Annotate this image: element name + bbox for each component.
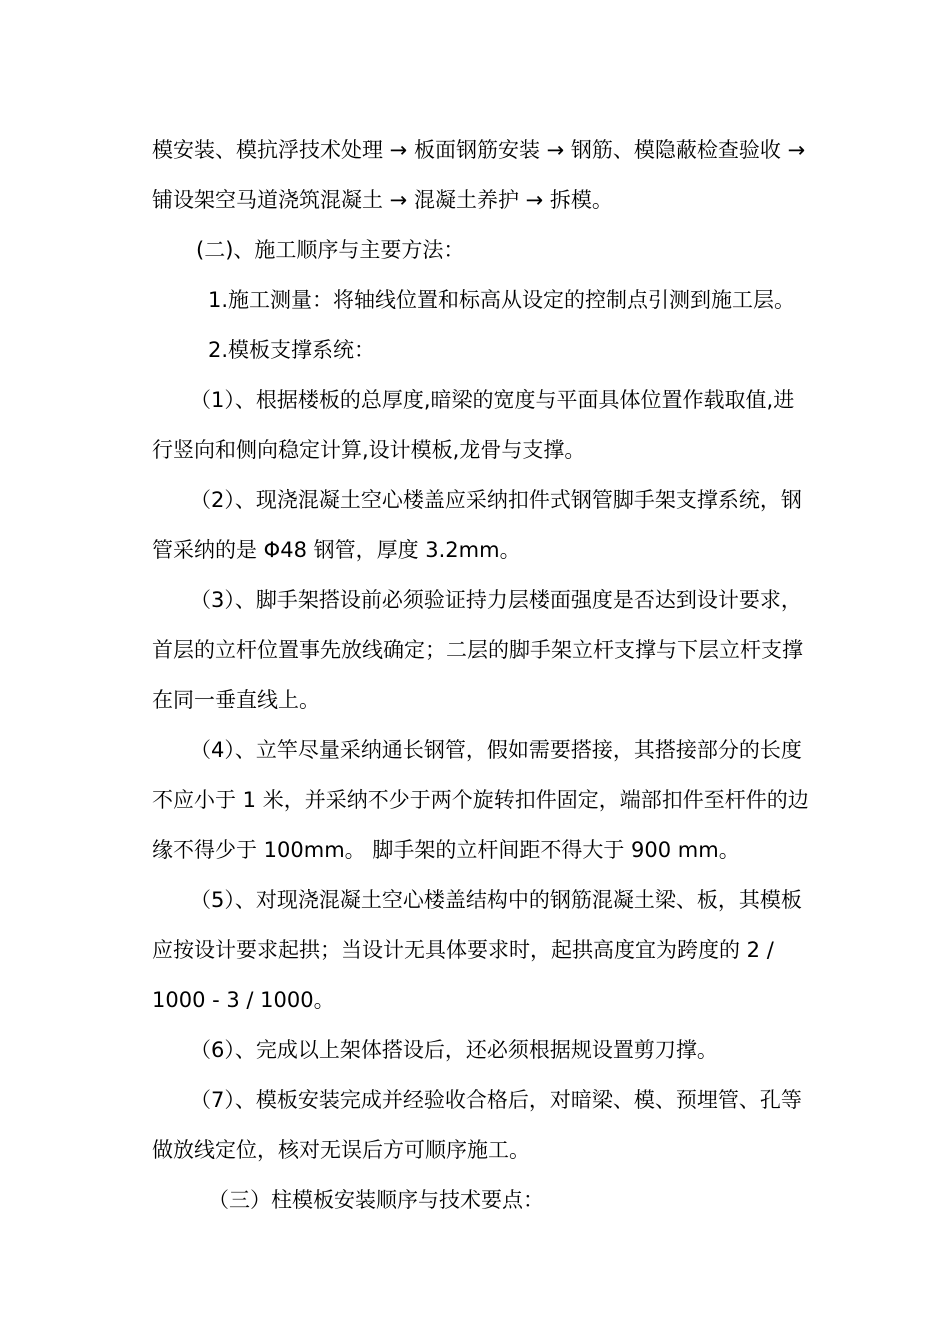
text-line-14: 不应小于 1 米，并采纳不少于两个旋转扣件固定，端部扣件至杆件的边 xyxy=(152,788,809,812)
text-line-19: （6）、完成以上架体搭设后，还必须根据规设置剪刀撑。 xyxy=(190,1038,718,1062)
text-line-15: 缘不得少于 100mm。 脚手架的立杆间距不得大于 900 mm。 xyxy=(152,838,740,862)
text-line-6: （1）、根据楼板的总厚度,暗梁的宽度与平面具体位置作载取值,进 xyxy=(190,388,795,412)
text-line-20: （7）、模板安装完成并经验收合格后，对暗梁、模、预埋管、孔等 xyxy=(190,1088,802,1112)
text-line-16: （5）、对现浇混凝土空心楼盖结构中的钢筋混凝土梁、板，其模板 xyxy=(190,888,802,912)
text-line-1: 模安装、模抗浮技术处理 → 板面钢筋安装 → 钢筋、模隐蔽检查验收 → xyxy=(152,138,806,162)
text-line-11: 首层的立杆位置事先放线确定；二层的脚手架立杆支撑与下层立杆支撑 xyxy=(152,638,803,662)
item-heading-1: 1.施工测量：将轴线位置和标高从设定的控制点引测到施工层。 xyxy=(208,288,796,312)
section-heading-3: （三）柱模板安装顺序与技术要点： xyxy=(208,1188,544,1212)
text-line-18: 1000 - 3 / 1000。 xyxy=(152,988,335,1012)
text-line-21: 做放线定位，核对无误后方可顺序施工。 xyxy=(152,1138,530,1162)
text-line-10: （3）、脚手架搭设前必须验证持力层楼面强度是否达到设计要求， xyxy=(190,588,802,612)
text-line-13: （4）、立竿尽量采纳通长钢管，假如需要搭接，其搭接部分的长度 xyxy=(190,738,802,762)
text-line-9: 管采纳的是 Φ48 钢管，厚度 3.2mm。 xyxy=(152,538,521,562)
text-line-12: 在同一垂直线上。 xyxy=(152,688,320,712)
section-heading-2: (二)、施工顺序与主要方法： xyxy=(196,238,465,262)
item-heading-2: 2.模板支撑系统： xyxy=(208,338,376,362)
text-line-17: 应按设计要求起拱；当设计无具体要求时，起拱高度宜为跨度的 2 / xyxy=(152,938,774,962)
text-line-8: （2）、现浇混凝土空心楼盖应采纳扣件式钢管脚手架支撑系统，钢 xyxy=(190,488,802,512)
text-line-7: 行竖向和侧向稳定计算,设计模板,龙骨与支撑。 xyxy=(152,438,586,462)
text-line-2: 铺设架空马道浇筑混凝土 → 混凝土养护 → 拆模。 xyxy=(152,188,613,212)
